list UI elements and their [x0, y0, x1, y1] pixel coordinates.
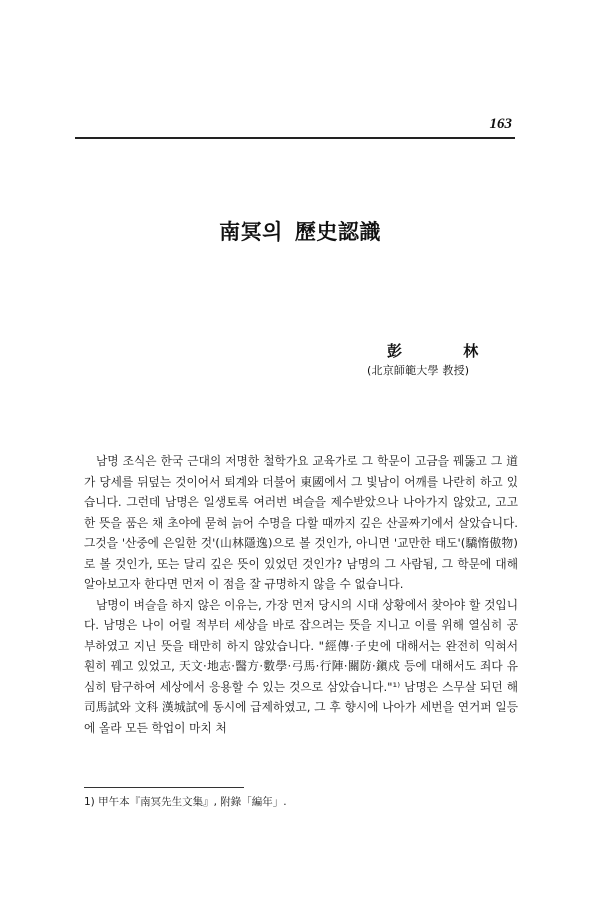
body-text — [84, 451, 518, 738]
article-title — [0, 216, 600, 246]
title-part-1: 南冥의 — [219, 219, 283, 244]
page-number: 163 — [489, 116, 512, 132]
header-rule — [75, 137, 515, 139]
footnote: 1) 甲午本『南冥先生文集』, 附錄「編年」. — [84, 796, 287, 808]
author-affiliation: (北京師範大學 教授) — [367, 364, 470, 377]
paragraph-1: 남명 조식은 한국 근대의 저명한 철학가요 교육가로 그 학문이 고금을 꿰뚫고 그 道가 당세를 뒤덮는 것이어서 퇴계와 더불어 東國에서 그 빛남이 어깨를 나란히 하고 있습니다. 그런데 남명은 일생토록 여러번 벼슬을 제수받았으나 나아가지 않았고, 고고한 뜻을 품은 채 초야에 묻혀 늙어 수명을 다할 때까지 깊은 산골짜기에서 살았습니다. 그것을 '산중에 은일한 것'(山林隱逸)으로 볼 것인가, 아니면 '교만한 태도'(驕惰傲物)로 볼 것인가, 또는 달리 깊은 뜻이 있었던 것인가? 남명의 그 사람됨, 그 학문에 대해 알아보고자 한다면 먼저 이 점을 잘 규명하지 않을 수 없습니다. — [84, 454, 518, 591]
author-name: 彭 林 — [387, 342, 479, 360]
title-part-2: 歷史認識 — [294, 219, 381, 244]
paragraph-2: 남명이 벼슬을 하지 않은 이유는, 가장 먼저 당시의 시대 상황에서 찾아야 할 것입니다. 남명은 나이 어릴 적부터 세상을 바로 잡으려는 뜻을 지니고 이를 위해 열심히 공부하였고 지닌 뜻을 태만히 하지 않았습니다. "經傳·子史에 대해서는 완전히 익혀서 훤히 꿰고 있었고, 天文·地志·醫方·數學·弓馬·行陣·關防·鎭戍 등에 대해서도 죄다 유심히 탐구하여 세상에서 응용할 수 있는 것으로 삼았습니다."¹⁾ 남명은 스무살 되던 해 司馬試와 文科 漢城試에 동시에 급제하였고, 그 후 향시에 나아가 세번을 연거퍼 일등에 올라 모든 학업이 마치 처 — [84, 597, 518, 735]
footnote-rule — [84, 787, 244, 788]
